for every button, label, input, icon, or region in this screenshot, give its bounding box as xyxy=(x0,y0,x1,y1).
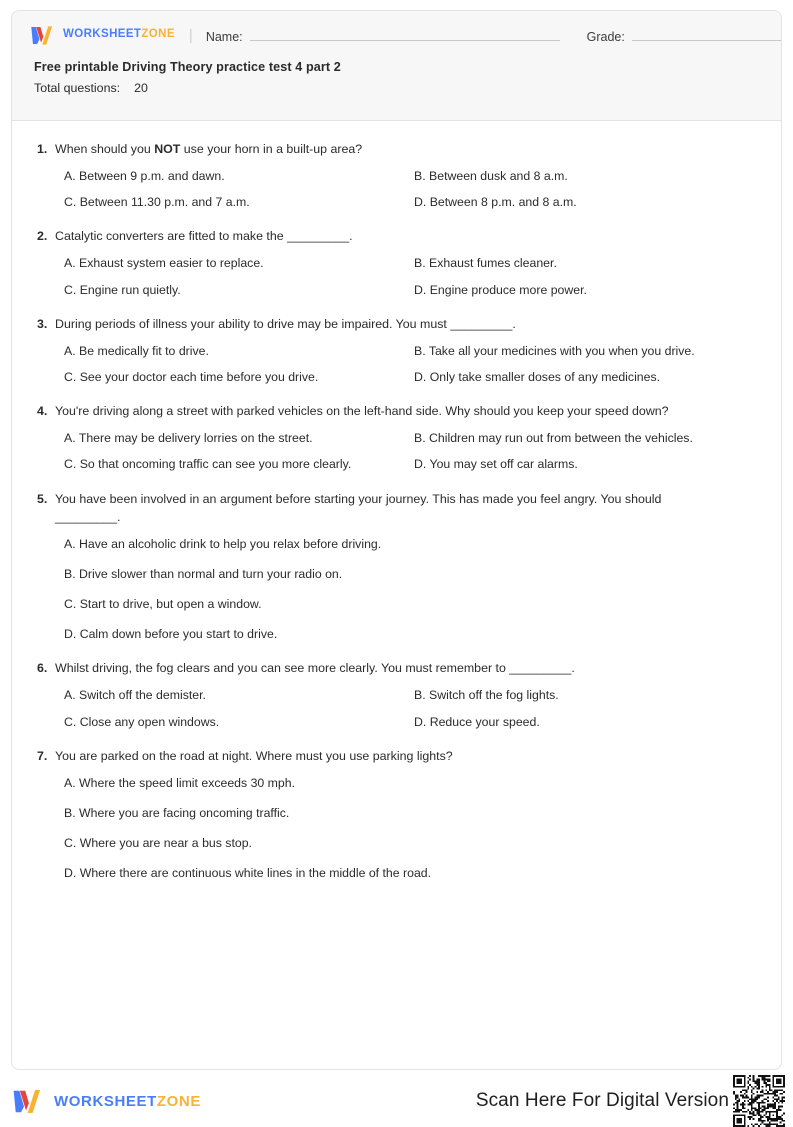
answer-option[interactable]: B. Children may run out from between the vehicles. xyxy=(414,431,693,446)
question-number: 2. xyxy=(37,229,48,244)
question-text: You are parked on the road at night. Where must you use parking lights? xyxy=(55,748,453,763)
question-block xyxy=(34,403,759,473)
question-header xyxy=(34,748,759,766)
answer-options xyxy=(34,343,759,386)
answer-option[interactable]: A. Where the speed limit exceeds 30 mph. xyxy=(64,775,296,790)
brand-word-worksheet: WORKSHEET xyxy=(63,28,142,41)
answer-option[interactable]: A. Have an alcoholic drink to help you relax before driving. xyxy=(64,536,382,551)
footer-scan-group xyxy=(476,1075,785,1127)
answer-options xyxy=(34,430,759,473)
answer-option[interactable]: D. Only take smaller doses of any medicines. xyxy=(414,369,661,384)
answer-row xyxy=(64,805,759,822)
worksheet-zone-logo-icon xyxy=(12,1088,45,1115)
answer-option[interactable]: B. Drive slower than normal and turn your radio on. xyxy=(64,566,343,581)
question-header xyxy=(34,491,759,527)
answer-row xyxy=(64,456,759,473)
footer-brand-word-zone: ZONE xyxy=(156,1092,201,1110)
qr-code-icon[interactable] xyxy=(733,1075,785,1127)
question-text: Catalytic converters are fitted to make the _________. xyxy=(55,229,353,244)
question-text: You're driving along a street with parked vehicles on the left-hand side. Why should you keep your speed down? xyxy=(55,404,669,419)
header-divider: | xyxy=(188,26,193,44)
answer-row xyxy=(64,194,759,211)
question-number: 6. xyxy=(37,661,48,676)
answer-row xyxy=(64,596,759,613)
answer-option[interactable]: C. Start to drive, but open a window. xyxy=(64,596,262,611)
answer-option[interactable]: A. Exhaust system easier to replace. xyxy=(64,256,264,271)
answer-options xyxy=(34,168,759,211)
answer-options xyxy=(34,536,759,644)
footer-brand-wordmark xyxy=(54,1094,201,1109)
question-text: Whilst driving, the fog clears and you can see more clearly. You must remember to _________. xyxy=(55,661,575,676)
page-footer xyxy=(0,1080,793,1122)
answer-row xyxy=(64,775,759,792)
answer-row xyxy=(64,369,759,386)
worksheet-title: Free printable Driving Theory practice test 4 part 2 xyxy=(34,60,341,74)
answer-option[interactable]: B. Exhaust fumes cleaner. xyxy=(414,256,557,271)
answer-option[interactable]: C. Where you are near a bus stop. xyxy=(64,836,252,851)
answer-option[interactable]: C. See your doctor each time before you drive. xyxy=(64,369,319,384)
total-questions-value: 20 xyxy=(134,81,148,96)
total-questions-row xyxy=(34,81,781,96)
brand-wordmark xyxy=(63,29,175,41)
answer-option[interactable]: A. Switch off the demister. xyxy=(64,688,206,703)
answer-option[interactable]: B. Switch off the fog lights. xyxy=(414,688,559,703)
answer-row xyxy=(64,282,759,299)
answer-option[interactable]: D. Calm down before you start to drive. xyxy=(64,627,278,642)
answer-option[interactable]: D. Between 8 p.m. and 8 a.m. xyxy=(414,195,577,210)
answer-option[interactable]: C. Between 11.30 p.m. and 7 a.m. xyxy=(64,195,250,210)
answer-row xyxy=(64,536,759,553)
answer-row xyxy=(64,343,759,360)
answer-option[interactable]: B. Take all your medicines with you when you drive. xyxy=(414,343,695,358)
question-text: During periods of illness your ability to drive may be impaired. You must _________. xyxy=(55,316,516,331)
question-text: When should you NOT use your horn in a built-up area? xyxy=(55,142,363,156)
footer-brand-logo xyxy=(12,1088,201,1115)
brand-word-zone: ZONE xyxy=(141,28,175,41)
answer-row xyxy=(64,714,759,731)
answer-row xyxy=(64,430,759,447)
answer-option[interactable]: A. Be medically fit to drive. xyxy=(64,343,209,358)
answer-option[interactable]: C. So that oncoming traffic can see you more clearly. xyxy=(64,457,352,472)
question-block xyxy=(34,141,759,211)
question-block xyxy=(34,748,759,883)
grade-label: Grade: xyxy=(586,29,625,44)
total-questions-label: Total questions: xyxy=(34,81,121,96)
name-field[interactable] xyxy=(206,27,560,44)
answer-row xyxy=(64,566,759,583)
question-text: You have been involved in an argument before starting your journey. This has made you feel angry. You should _________. xyxy=(55,491,662,524)
answer-row xyxy=(64,626,759,643)
answer-option[interactable]: C. Close any open windows. xyxy=(64,714,220,729)
question-header xyxy=(34,660,759,678)
question-emphasis: NOT xyxy=(154,142,181,156)
brand-logo xyxy=(30,25,175,46)
worksheet-header xyxy=(12,11,781,121)
answer-options xyxy=(34,687,759,730)
question-number: 1. xyxy=(37,142,48,156)
header-identity-row xyxy=(12,11,781,47)
worksheet-title-block xyxy=(12,47,781,96)
name-label: Name: xyxy=(205,29,243,44)
footer-brand-word-worksheet: WORKSHEET xyxy=(54,1092,157,1110)
answer-row xyxy=(64,835,759,852)
question-block xyxy=(34,316,759,386)
grade-field[interactable] xyxy=(587,27,782,44)
answer-option[interactable]: D. Reduce your speed. xyxy=(414,714,540,729)
question-number: 3. xyxy=(37,316,48,331)
scan-here-label: Scan Here For Digital Version xyxy=(475,1090,729,1111)
answer-row xyxy=(64,687,759,704)
question-block xyxy=(34,491,759,644)
question-block xyxy=(34,228,759,298)
answer-row xyxy=(64,865,759,882)
question-header xyxy=(34,228,759,246)
answer-row xyxy=(64,255,759,272)
answer-option[interactable]: A. Between 9 p.m. and dawn. xyxy=(64,168,225,183)
question-header xyxy=(34,403,759,421)
name-input-line[interactable] xyxy=(250,27,560,41)
answer-option[interactable]: A. There may be delivery lorries on the street. xyxy=(64,431,313,446)
question-number: 4. xyxy=(37,404,48,419)
question-block xyxy=(34,660,759,730)
answer-option[interactable]: D. Where there are continuous white lines in the middle of the road. xyxy=(64,866,432,881)
answer-option[interactable]: D. Engine produce more power. xyxy=(414,282,587,297)
worksheet-card xyxy=(11,10,782,1070)
answer-option[interactable]: B. Where you are facing oncoming traffic. xyxy=(64,805,290,820)
questions-container xyxy=(12,121,781,883)
question-header xyxy=(34,141,759,159)
answer-option[interactable]: D. You may set off car alarms. xyxy=(414,457,578,472)
answer-option[interactable]: B. Between dusk and 8 a.m. xyxy=(414,168,568,183)
answer-options xyxy=(34,255,759,298)
question-number: 5. xyxy=(37,491,48,506)
answer-option[interactable]: C. Engine run quietly. xyxy=(64,282,181,297)
answer-row xyxy=(64,168,759,185)
worksheet-zone-logo-icon xyxy=(30,25,56,46)
grade-input-line[interactable] xyxy=(632,27,782,41)
answer-options xyxy=(34,775,759,883)
question-number: 7. xyxy=(37,748,48,763)
question-header xyxy=(34,316,759,334)
